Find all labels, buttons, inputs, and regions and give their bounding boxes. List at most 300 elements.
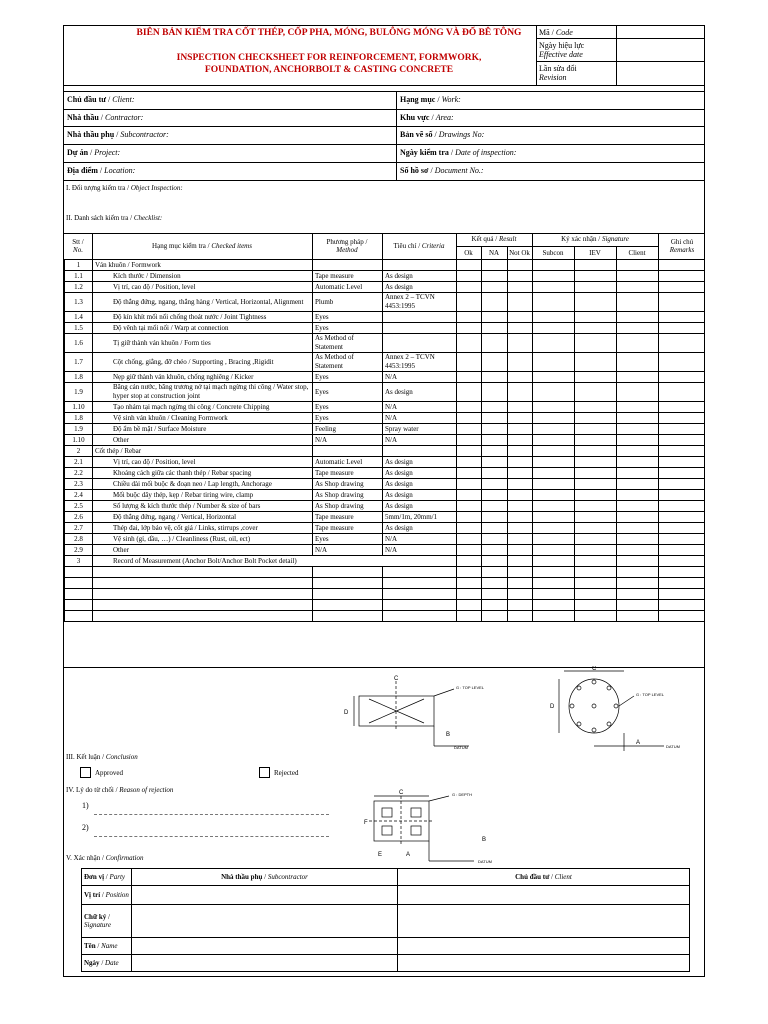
row-client-cell[interactable]: [617, 490, 659, 501]
row-subcon-cell[interactable]: [533, 413, 575, 424]
row-ok-cell[interactable]: [457, 512, 482, 523]
row-iev-cell[interactable]: [575, 468, 617, 479]
reason-2-label: 2): [82, 823, 89, 832]
row-remarks-cell[interactable]: [659, 578, 705, 589]
row-na-cell[interactable]: [482, 490, 508, 501]
row-subcon-cell[interactable]: [533, 323, 575, 334]
row-subcon-cell[interactable]: [533, 402, 575, 413]
row-ok-cell[interactable]: [457, 424, 482, 435]
row-method: Feeling: [313, 424, 383, 435]
row-ok-cell[interactable]: [457, 260, 482, 271]
row-client-cell[interactable]: [617, 435, 659, 446]
row-ok-cell[interactable]: [457, 413, 482, 424]
row-na-cell[interactable]: [482, 446, 508, 457]
row-remarks-cell[interactable]: [659, 589, 705, 600]
row-iev-cell[interactable]: [575, 479, 617, 490]
row-notok-cell[interactable]: [508, 611, 533, 622]
row-subcon-cell[interactable]: [533, 293, 575, 312]
row-ok-cell[interactable]: [457, 611, 482, 622]
row-ok-cell[interactable]: [457, 446, 482, 457]
row-iev-cell[interactable]: [575, 402, 617, 413]
row-na-cell[interactable]: [482, 523, 508, 534]
row-notok-cell[interactable]: [508, 260, 533, 271]
row-ok-cell[interactable]: [457, 545, 482, 556]
row-iev-cell[interactable]: [575, 512, 617, 523]
row-remarks-cell[interactable]: [659, 523, 705, 534]
row-na-cell[interactable]: [482, 353, 508, 372]
client-name-cell[interactable]: [398, 938, 690, 955]
row-client-cell[interactable]: [617, 323, 659, 334]
sub-signature-cell[interactable]: [132, 905, 398, 938]
row-method: Tape measure: [313, 468, 383, 479]
title-vi: BIÊN BẢN KIỂM TRA CỐT THÉP, CỐP PHA, MÓNG, BULÔNG MÓNG VÀ ĐỔ BÊ TÔNG: [136, 28, 522, 38]
row-ok-cell[interactable]: [457, 578, 482, 589]
row-subcon-cell[interactable]: [533, 446, 575, 457]
table-row: [65, 402, 705, 413]
location-field: Địa điểm / Location:: [67, 166, 136, 175]
dim-c-3: C: [399, 790, 404, 796]
row-client-cell[interactable]: [617, 589, 659, 600]
row-subcon-cell[interactable]: [533, 512, 575, 523]
row-remarks-cell[interactable]: [659, 323, 705, 334]
row-ok-cell[interactable]: [457, 271, 482, 282]
row-subcon-cell[interactable]: [533, 556, 575, 567]
row-item: Ván khuôn / Formwork: [93, 260, 313, 271]
row-client-cell[interactable]: [617, 446, 659, 457]
reason-1-line[interactable]: [94, 814, 329, 815]
row-method: [313, 567, 383, 578]
confirmation-heading: V. Xác nhận / Confirmation: [66, 854, 144, 862]
row-notok-cell[interactable]: [508, 457, 533, 468]
table-row: [65, 282, 705, 293]
row-na-cell[interactable]: [482, 534, 508, 545]
row-ok-cell[interactable]: [457, 556, 482, 567]
row-client-cell[interactable]: [617, 353, 659, 372]
row-client-cell[interactable]: [617, 372, 659, 383]
row-ok-cell[interactable]: [457, 435, 482, 446]
confirmation-table: [81, 868, 690, 972]
row-client-cell[interactable]: [617, 260, 659, 271]
row-client-cell[interactable]: [617, 578, 659, 589]
row-na-cell[interactable]: [482, 282, 508, 293]
row-client-cell[interactable]: [617, 501, 659, 512]
row-subcon-cell[interactable]: [533, 260, 575, 271]
row-subcon-cell[interactable]: [533, 353, 575, 372]
row-item: Độ ẩm bề mặt / Surface Moisture: [93, 424, 313, 435]
row-na-cell[interactable]: [482, 334, 508, 353]
row-iev-cell[interactable]: [575, 323, 617, 334]
row-ok-cell[interactable]: [457, 282, 482, 293]
row-iev-cell[interactable]: [575, 457, 617, 468]
row-client-cell[interactable]: [617, 312, 659, 323]
row-item: Cột chống, giằng, đỡ chéo / Supporting , Bracing ,Rigidit: [93, 353, 313, 372]
row-ok-cell[interactable]: [457, 334, 482, 353]
row-method: Eyes: [313, 534, 383, 545]
row-notok-cell[interactable]: [508, 383, 533, 402]
inspection-date-field: Ngày kiểm tra / Date of inspection:: [400, 148, 517, 157]
row-remarks-cell[interactable]: [659, 312, 705, 323]
row-notok-cell[interactable]: [508, 446, 533, 457]
row-na-cell[interactable]: [482, 372, 508, 383]
row-subcon-cell[interactable]: [533, 600, 575, 611]
row-iev-cell[interactable]: [575, 260, 617, 271]
row-remarks-cell[interactable]: [659, 567, 705, 578]
row-iev-cell[interactable]: [575, 334, 617, 353]
row-method: N/A: [313, 435, 383, 446]
row-iev-cell[interactable]: [575, 383, 617, 402]
effective-date-label: Ngày hiệu lực Effective date: [539, 41, 585, 59]
table-row: [65, 545, 705, 556]
row-notok-cell[interactable]: [508, 468, 533, 479]
confirm-row-position: [82, 886, 690, 905]
row-na-cell[interactable]: [482, 323, 508, 334]
row-notok-cell[interactable]: [508, 413, 533, 424]
row-subcon-cell[interactable]: [533, 589, 575, 600]
row-remarks-cell[interactable]: [659, 334, 705, 353]
row-subcon-cell[interactable]: [533, 479, 575, 490]
client-position-cell[interactable]: [398, 886, 690, 905]
row-iev-cell[interactable]: [575, 556, 617, 567]
conclusion-heading: III. Kết luận / Conclusion: [66, 753, 138, 761]
row-remarks-cell[interactable]: [659, 534, 705, 545]
row-notok-cell[interactable]: [508, 556, 533, 567]
row-remarks-cell[interactable]: [659, 600, 705, 611]
row-criteria: N/A: [383, 372, 457, 383]
row-notok-cell[interactable]: [508, 490, 533, 501]
row-client-cell[interactable]: [617, 600, 659, 611]
row-ok-cell[interactable]: [457, 468, 482, 479]
row-notok-cell[interactable]: [508, 600, 533, 611]
row-notok-cell[interactable]: [508, 334, 533, 353]
row-method: As Shop drawing: [313, 490, 383, 501]
row-remarks-cell[interactable]: [659, 457, 705, 468]
table-row: [65, 567, 705, 578]
row-no: 2.6: [65, 512, 93, 523]
row-item: Thép đai, lớp bảo vệ, cốt giá / Links, stirrups ,cover: [93, 523, 313, 534]
row-remarks-cell[interactable]: [659, 402, 705, 413]
row-subcon-cell[interactable]: [533, 271, 575, 282]
row-item: Băng cản nước, băng trương nở tại mạch ngừng thi công / Water stop, hyper stop at construction joint: [93, 383, 313, 402]
sub-name-cell[interactable]: [132, 938, 398, 955]
row-remarks-cell[interactable]: [659, 446, 705, 457]
row-ok-cell[interactable]: [457, 383, 482, 402]
row-criteria: As design: [383, 501, 457, 512]
row-subcon-cell[interactable]: [533, 334, 575, 353]
row-subcon-cell[interactable]: [533, 457, 575, 468]
row-subcon-cell[interactable]: [533, 490, 575, 501]
row-iev-cell[interactable]: [575, 589, 617, 600]
row-ok-cell[interactable]: [457, 501, 482, 512]
row-item: Độ thẳng đứng, ngang, thẳng hàng / Vertical, Horizontal, Alignment: [93, 293, 313, 312]
row-client-cell[interactable]: [617, 523, 659, 534]
row-method: [313, 611, 383, 622]
row-item: Độ thẳng đứng, ngang / Vertical, Horizontal: [93, 512, 313, 523]
row-na-cell[interactable]: [482, 611, 508, 622]
row-na-cell[interactable]: [482, 413, 508, 424]
row-ok-cell[interactable]: [457, 600, 482, 611]
anchor-bolt-diagram-3: [354, 786, 514, 866]
row-notok-cell[interactable]: [508, 578, 533, 589]
row-criteria: As design: [383, 479, 457, 490]
table-row: [65, 534, 705, 545]
sub-position-cell[interactable]: [132, 886, 398, 905]
approved-checkbox[interactable]: [80, 767, 91, 778]
table-row: [65, 334, 705, 353]
row-notok-cell[interactable]: [508, 534, 533, 545]
row-client-cell[interactable]: [617, 556, 659, 567]
row-no: [65, 600, 93, 611]
row-remarks-cell[interactable]: [659, 372, 705, 383]
table-row: [65, 589, 705, 600]
row-na-cell[interactable]: [482, 479, 508, 490]
row-client-cell[interactable]: [617, 567, 659, 578]
row-remarks-cell[interactable]: [659, 271, 705, 282]
row-remarks-cell[interactable]: [659, 424, 705, 435]
row-client-cell[interactable]: [617, 545, 659, 556]
row-client-cell[interactable]: [617, 457, 659, 468]
row-na-cell[interactable]: [482, 556, 508, 567]
col-criteria: Tiêu chí / Criteria: [393, 242, 445, 250]
col-ok: Ok: [464, 249, 473, 257]
row-item: Other: [93, 435, 313, 446]
table-row: [65, 372, 705, 383]
client-date-cell[interactable]: [398, 955, 690, 972]
row-client-cell[interactable]: [617, 383, 659, 402]
row-notok-cell[interactable]: [508, 312, 533, 323]
row-remarks-cell[interactable]: [659, 611, 705, 622]
row-ok-cell[interactable]: [457, 353, 482, 372]
row-subcon-cell[interactable]: [533, 282, 575, 293]
rejected-checkbox[interactable]: [259, 767, 270, 778]
row-iev-cell[interactable]: [575, 424, 617, 435]
row-ok-cell[interactable]: [457, 323, 482, 334]
row-na-cell[interactable]: [482, 435, 508, 446]
row-notok-cell[interactable]: [508, 293, 533, 312]
row-notok-cell[interactable]: [508, 479, 533, 490]
row-iev-cell[interactable]: [575, 446, 617, 457]
col-client: Client: [628, 249, 646, 257]
row-no: 1: [65, 260, 93, 271]
row-remarks-cell[interactable]: [659, 545, 705, 556]
row-remarks-cell[interactable]: [659, 501, 705, 512]
row-client-cell[interactable]: [617, 512, 659, 523]
row-notok-cell[interactable]: [508, 424, 533, 435]
row-notok-cell[interactable]: [508, 435, 533, 446]
row-item: Vệ sinh (gỉ, dầu, …) / Cleanliness (Rust, oil, ect): [93, 534, 313, 545]
row-client-cell[interactable]: [617, 534, 659, 545]
row-na-cell[interactable]: [482, 260, 508, 271]
row-na-cell[interactable]: [482, 567, 508, 578]
row-subcon-cell[interactable]: [533, 435, 575, 446]
datum-label-2: DATUM: [666, 744, 680, 749]
row-iev-cell[interactable]: [575, 372, 617, 383]
row-remarks-cell[interactable]: [659, 383, 705, 402]
row-remarks-cell[interactable]: [659, 413, 705, 424]
row-ok-cell[interactable]: [457, 457, 482, 468]
row-subcon-cell[interactable]: [533, 383, 575, 402]
row-iev-cell[interactable]: [575, 282, 617, 293]
row-item: Other: [93, 545, 313, 556]
row-ok-cell[interactable]: [457, 372, 482, 383]
row-na-cell[interactable]: [482, 402, 508, 413]
row-no: 1.6: [65, 334, 93, 353]
row-iev-cell[interactable]: [575, 435, 617, 446]
col-no: Stt / No.: [72, 238, 84, 254]
row-remarks-cell[interactable]: [659, 435, 705, 446]
row-client-cell[interactable]: [617, 424, 659, 435]
row-subcon-cell[interactable]: [533, 501, 575, 512]
row-ok-cell[interactable]: [457, 312, 482, 323]
row-ok-cell[interactable]: [457, 523, 482, 534]
row-iev-cell[interactable]: [575, 567, 617, 578]
row-no: 2.8: [65, 534, 93, 545]
row-client-cell[interactable]: [617, 293, 659, 312]
row-iev-cell[interactable]: [575, 413, 617, 424]
row-iev-cell[interactable]: [575, 545, 617, 556]
row-na-cell[interactable]: [482, 501, 508, 512]
row-notok-cell[interactable]: [508, 323, 533, 334]
row-no: 1.1: [65, 271, 93, 282]
row-client-cell[interactable]: [617, 282, 659, 293]
row-ok-cell[interactable]: [457, 589, 482, 600]
row-notok-cell[interactable]: [508, 501, 533, 512]
row-notok-cell[interactable]: [508, 353, 533, 372]
row-subcon-cell[interactable]: [533, 578, 575, 589]
row-na-cell[interactable]: [482, 589, 508, 600]
reason-2-line[interactable]: [94, 836, 329, 837]
row-no: 1.9: [65, 383, 93, 402]
row-na-cell[interactable]: [482, 293, 508, 312]
row-subcon-cell[interactable]: [533, 523, 575, 534]
dim-a-2: A: [636, 740, 641, 746]
dim-c: C: [394, 676, 399, 682]
row-criteria: [383, 611, 457, 622]
row-iev-cell[interactable]: [575, 578, 617, 589]
row-no: 2.5: [65, 501, 93, 512]
row-notok-cell[interactable]: [508, 402, 533, 413]
row-notok-cell[interactable]: [508, 512, 533, 523]
table-row: [65, 578, 705, 589]
client-column: Chủ đầu tư / Client: [398, 869, 690, 886]
row-iev-cell[interactable]: [575, 293, 617, 312]
row-criteria: [383, 323, 457, 334]
row-client-cell[interactable]: [617, 468, 659, 479]
row-item: [93, 567, 313, 578]
row-notok-cell[interactable]: [508, 372, 533, 383]
row-subcon-cell[interactable]: [533, 468, 575, 479]
row-na-cell[interactable]: [482, 468, 508, 479]
row-na-cell[interactable]: [482, 383, 508, 402]
row-iev-cell[interactable]: [575, 523, 617, 534]
row-client-cell[interactable]: [617, 611, 659, 622]
row-iev-cell[interactable]: [575, 611, 617, 622]
row-notok-cell[interactable]: [508, 545, 533, 556]
row-method: [313, 260, 383, 271]
rejected-label: Rejected: [274, 769, 299, 777]
anchor-bolt-diagram-1: [304, 671, 504, 751]
row-remarks-cell[interactable]: [659, 512, 705, 523]
row-remarks-cell[interactable]: [659, 293, 705, 312]
row-subcon-cell[interactable]: [533, 372, 575, 383]
row-notok-cell[interactable]: [508, 589, 533, 600]
row-item: Tạo nhám tại mạch ngừng thi công / Concrete Chipping: [93, 402, 313, 413]
row-method: Tape measure: [313, 512, 383, 523]
row-na-cell[interactable]: [482, 312, 508, 323]
name-label: Tên / Name: [82, 938, 132, 955]
row-notok-cell[interactable]: [508, 282, 533, 293]
row-na-cell[interactable]: [482, 578, 508, 589]
row-ok-cell[interactable]: [457, 534, 482, 545]
row-criteria: [383, 446, 457, 457]
row-iev-cell[interactable]: [575, 501, 617, 512]
row-client-cell[interactable]: [617, 334, 659, 353]
row-remarks-cell[interactable]: [659, 556, 705, 567]
row-no: 1.2: [65, 282, 93, 293]
table-row: [65, 383, 705, 402]
subcontractor-column: Nhà thầu phụ / Subcontractor: [132, 869, 398, 886]
row-na-cell[interactable]: [482, 457, 508, 468]
row-na-cell[interactable]: [482, 424, 508, 435]
row-subcon-cell[interactable]: [533, 312, 575, 323]
row-na-cell[interactable]: [482, 271, 508, 282]
row-ok-cell[interactable]: [457, 402, 482, 413]
row-no: 1.5: [65, 323, 93, 334]
row-client-cell[interactable]: [617, 271, 659, 282]
row-subcon-cell[interactable]: [533, 534, 575, 545]
row-ok-cell[interactable]: [457, 490, 482, 501]
row-subcon-cell[interactable]: [533, 424, 575, 435]
row-remarks-cell[interactable]: [659, 260, 705, 271]
row-remarks-cell[interactable]: [659, 468, 705, 479]
row-iev-cell[interactable]: [575, 490, 617, 501]
row-remarks-cell[interactable]: [659, 282, 705, 293]
checklist-table: [64, 259, 705, 622]
row-client-cell[interactable]: [617, 479, 659, 490]
row-subcon-cell[interactable]: [533, 567, 575, 578]
row-client-cell[interactable]: [617, 413, 659, 424]
row-subcon-cell[interactable]: [533, 611, 575, 622]
row-no: 1.7: [65, 353, 93, 372]
row-notok-cell[interactable]: [508, 523, 533, 534]
row-ok-cell[interactable]: [457, 567, 482, 578]
row-ok-cell[interactable]: [457, 479, 482, 490]
row-remarks-cell[interactable]: [659, 479, 705, 490]
client-signature-cell[interactable]: [398, 905, 690, 938]
title-en-1: INSPECTION CHECKSHEET FOR REINFORCEMENT, FORMWORK,: [176, 53, 482, 63]
dim-d-2: D: [550, 704, 555, 710]
row-iev-cell[interactable]: [575, 534, 617, 545]
row-ok-cell[interactable]: [457, 293, 482, 312]
row-iev-cell[interactable]: [575, 353, 617, 372]
row-iev-cell[interactable]: [575, 312, 617, 323]
row-subcon-cell[interactable]: [533, 545, 575, 556]
row-notok-cell[interactable]: [508, 567, 533, 578]
row-remarks-cell[interactable]: [659, 490, 705, 501]
row-na-cell[interactable]: [482, 545, 508, 556]
row-remarks-cell[interactable]: [659, 353, 705, 372]
col-method: Phương pháp / Method: [326, 238, 368, 254]
drawings-field: Bản vẽ số / Drawings No:: [400, 130, 485, 139]
row-client-cell[interactable]: [617, 402, 659, 413]
row-na-cell[interactable]: [482, 600, 508, 611]
row-iev-cell[interactable]: [575, 271, 617, 282]
table-row: [65, 353, 705, 372]
sub-date-cell[interactable]: [132, 955, 398, 972]
row-item: Record of Measurement (Anchor Bolt/Anchor Bolt Pocket detail): [93, 556, 457, 567]
row-notok-cell[interactable]: [508, 271, 533, 282]
row-na-cell[interactable]: [482, 512, 508, 523]
row-iev-cell[interactable]: [575, 600, 617, 611]
